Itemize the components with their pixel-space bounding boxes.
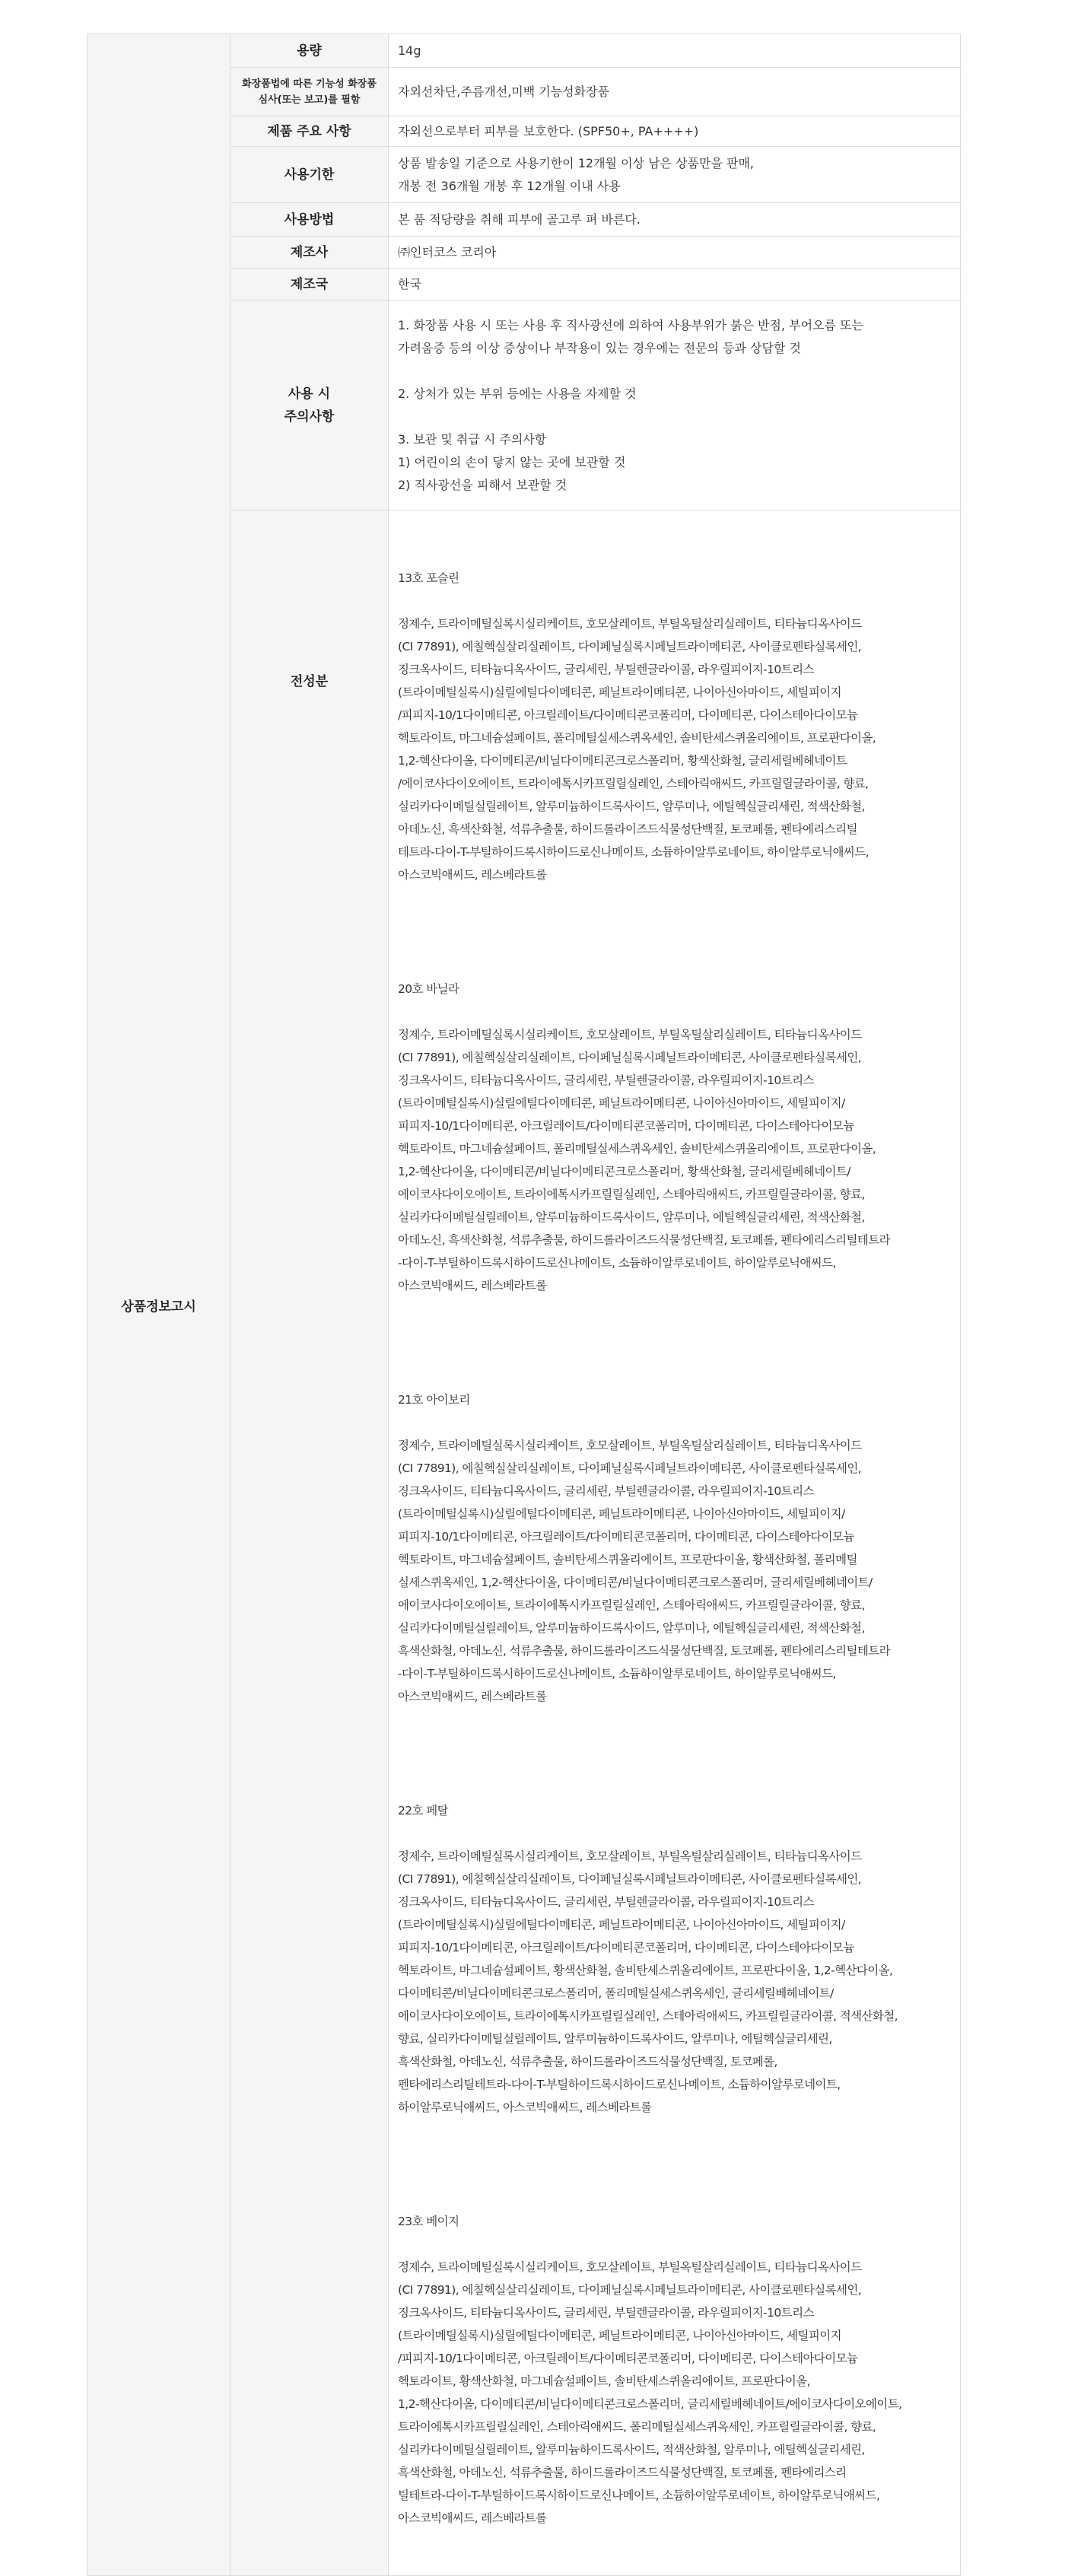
shade-name: 20호 바닐라 (398, 982, 459, 996)
row-label-functional-cosmetic: 화장품법에 따른 기능성 화장품 심사(또는 보고)를 필함 (230, 68, 389, 116)
row-label-manufacturer: 제조사 (230, 237, 389, 269)
shade-ingredients: 정제수, 트라이메틸실록시실리케이트, 호모살레이트, 부틸옥틸살리실레이트, 티타늄디옥사이드 (CI 77891), 에칠헥실살리실레이트, 다이페닐실록시페닐트라이메티콘, 사이클로펜타실록세인, 징크옥사이드, 티타늄디옥사이드, 글리세린, 부틸렌글라이콜, 라우릴피이지-10트리스 (트라이메틸실록시)실릴에틸다이메티콘, 페닐트라이메티콘, 나이아신아마이드, 세틸피이지/ 피피지-10/1다이메티콘, 아크릴레이트/다이메티콘코폴리머, 다이메티콘, 다이스테아다이모늄 헥토라이트, 마그네슘설페이트, 솔비탄세스퀴올리에이트, 프로판다이올, 황색산화철, 폴리메틸 실세스퀴옥세인, 1,2-헥산다이올, 다이메티콘/비닐다이메티콘크로스폴리머, 글리세릴베헤네이트/ 에이코사다이오에이트, 트라이에톡시카프릴릴실레인, 스테아릭애씨드, 카프릴릴글라이콜, 향료, 실리카다이메틸실릴레이트, 알루미늄하이드록사이드, 알루미나, 에틸헥실글리세린, 적색산화철, 흑색산화철, 아데노신, 석류추출물, 하이드롤라이즈드식물성단백질, 토코페롤, 펜타에리스리틸테트라 -다이-T-부틸하이드록시하이드로신나메이트, 소듐하이알루로네이트, 하이알루로닉애씨드, 아스코빅애씨드, 레스베라트롤 (398, 1439, 890, 1703)
shade-block-22 (398, 1776, 954, 2142)
row-value-usage: 본 품 적당량을 취해 피부에 골고루 펴 바른다. (389, 203, 961, 237)
shade-block-23 (398, 2187, 954, 2552)
ingredients-cell (389, 510, 961, 2576)
row-label-usage: 사용방법 (230, 203, 389, 237)
product-info-table (87, 33, 961, 2576)
row-label-country: 제조국 (230, 269, 389, 301)
shade-ingredients: 정제수, 트라이메틸실록시실리케이트, 호모살레이트, 부틸옥틸살리실레이트, 티타늄디옥사이드 (CI 77891), 에칠헥실살리실레이트, 다이페닐실록시페닐트라이메티콘, 사이클로펜타실록세인, 징크옥사이드, 티타늄디옥사이드, 글리세린, 부틸렌글라이콜, 라우릴피이지-10트리스 (트라이메틸실록시)실릴에틸다이메티콘, 페닐트라이메티콘, 나이아신아마이드, 세틸피이지/ 피피지-10/1다이메티콘, 아크릴레이트/다이메티콘코폴리머, 다이메티콘, 다이스테아다이모늄 헥토라이트, 마그네슘설페이트, 황색산화철, 솔비탄세스퀴올리에이트, 프로판다이올, 1,2-헥산다이올, 다이메티콘/비닐다이메티콘크로스폴리머, 폴리메틸실세스퀴옥세인, 글리세릴베헤네이트/ 에이코사다이오에이트, 트라이에톡시카프릴릴실레인, 스테아릭애씨드, 카프릴릴글라이콜, 적색산화철, 향료, 실리카다이메틸실릴레이트, 알루미늄하이드록사이드, 알루미나, 에틸헥실글리세린, 흑색산화철, 아데노신, 석류추출물, 하이드롤라이즈드식물성단백질, 토코페롤, 펜타에리스리틸테트라-다이-T-부틸하이드록시하이드로신나메이트, 소듐하이알루로네이트, 하이알루로닉애씨드, 아스코빅애씨드, 레스베라트롤 (398, 1849, 898, 2114)
table-row (87, 34, 961, 68)
shade-ingredients: 정제수, 트라이메틸실록시실리케이트, 호모살레이트, 부틸옥틸살리실레이트, 티타늄디옥사이드 (CI 77891), 에칠헥실살리실레이트, 다이페닐실록시페닐트라이메티콘, 사이클로펜타실록세인, 징크옥사이드, 티타늄디옥사이드, 글리세린, 부틸렌글라이콜, 라우릴피이지-10트리스 (트라이메틸실록시)실릴에틸다이메티콘, 페닐트라이메티콘, 나이아신아마이드, 세틸피이지 /피피지-10/1다이메티콘, 아크릴레이트/다이메티콘코폴리머, 다이메티콘, 다이스테아다이모늄 헥토라이트, 마그네슘설페이트, 폴리메틸실세스퀴옥세인, 솔비탄세스퀴올리에이트, 프로판다이올, 1,2-헥산다이올, 다이메티콘/비닐다이메티콘크로스폴리머, 황색산화철, 글리세릴베헤네이트 /에이코사다이오에이트, 트라이에톡시카프릴릴실레인, 스테아릭애씨드, 카프릴릴글라이콜, 향료, 실리카다이메틸실릴레이트, 알루미늄하이드록사이드, 알루미나, 에틸헥실글리세린, 적색산화철, 아데노신, 흑색산화철, 석류추출물, 하이드롤라이즈드식물성단백질, 토코페롤, 펜타에리스리틸 테트라-다이-T-부틸하이드록시하이드로신나메이트, 소듐하이알루로네이트, 하이알루로닉애씨드, 아스코빅애씨드, 레스베라트롤 (398, 617, 876, 882)
shade-name: 21호 아이보리 (398, 1393, 470, 1407)
shade-block-13 (398, 544, 954, 909)
shade-block-21 (398, 1366, 954, 1731)
row-label-main-info: 제품 주요 사항 (230, 116, 389, 147)
row-label-cautions: 사용 시 주의사항 (230, 301, 389, 510)
row-value-main-info: 자외선으로부터 피부를 보호한다. (SPF50+, PA++++) (389, 116, 961, 147)
shade-name: 23호 베이지 (398, 2215, 459, 2228)
shade-name: 13호 포슬린 (398, 571, 459, 585)
section-title: 상품정보고시 (87, 34, 230, 2576)
row-value-manufacturer: ㈜인터코스 코리아 (389, 237, 961, 269)
row-label-capacity: 용량 (230, 34, 389, 68)
row-value-functional-cosmetic: 자외선차단,주름개선,미백 기능성화장품 (389, 68, 961, 116)
row-label-expiry: 사용기한 (230, 147, 389, 203)
shade-name: 22호 페탈 (398, 1804, 448, 1818)
row-value-capacity: 14g (389, 34, 961, 68)
shade-ingredients: 정제수, 트라이메틸실록시실리케이트, 호모살레이트, 부틸옥틸살리실레이트, 티타늄디옥사이드 (CI 77891), 에칠헥실살리실레이트, 다이페닐실록시페닐트라이메티콘, 사이클로펜타실록세인, 징크옥사이드, 티타늄디옥사이드, 글리세린, 부틸렌글라이콜, 라우릴피이지-10트리스 (트라이메틸실록시)실릴에틸다이메티콘, 페닐트라이메티콘, 나이아신아마이드, 세틸피이지/ 피피지-10/1다이메티콘, 아크릴레이트/다이메티콘코폴리머, 다이메티콘, 다이스테아다이모늄 헥토라이트, 마그네슘설페이트, 폴리메틸실세스퀴옥세인, 솔비탄세스퀴올리에이트, 프로판다이올, 1,2-헥산다이올, 다이메티콘/비닐다이메티콘크로스폴리머, 황색산화철, 글리세릴베헤네이트/ 에이코사다이오에이트, 트라이에톡시카프릴릴실레인, 스테아릭애씨드, 카프릴릴글라이콜, 향료, 실리카다이메틸실릴레이트, 알루미늄하이드록사이드, 알루미나, 에틸헥실글리세린, 적색산화철, 아데노신, 흑색산화철, 석류추출물, 하이드롤라이즈드식물성단백질, 토코페롤, 펜타에리스리틸테트라 -다이-T-부틸하이드록시하이드로신나메이트, 소듐하이알루로네이트, 하이알루로닉애씨드, 아스코빅애씨드, 레스베라트롤 (398, 1028, 890, 1293)
shade-block-20 (398, 955, 954, 1320)
row-value-expiry: 상품 발송일 기준으로 사용기한이 12개월 이상 남은 상품만을 판매, 개봉 전 36개월 개봉 후 12개월 이내 사용 (389, 147, 961, 203)
row-value-country: 한국 (389, 269, 961, 301)
row-label-ingredients: 전성분 (230, 510, 389, 2576)
shade-ingredients: 정제수, 트라이메틸실록시실리케이트, 호모살레이트, 부틸옥틸살리실레이트, 티타늄디옥사이드 (CI 77891), 에칠헥실살리실레이트, 다이페닐실록시페닐트라이메티콘, 사이클로펜타실록세인, 징크옥사이드, 티타늄디옥사이드, 글리세린, 부틸렌글라이콜, 라우릴피이지-10트리스 (트라이메틸실록시)실릴에틸다이메티콘, 페닐트라이메티콘, 나이아신아마이드, 세틸피이지 /피피지-10/1다이메티콘, 아크릴레이트/다이메티콘코폴리머, 다이메티콘, 다이스테아다이모늄 헥토라이트, 황색산화철, 마그네슘설페이트, 솔비탄세스퀴올리에이트, 프로판다이올, 1,2-헥산다이올, 다이메티콘/비닐다이메티콘크로스폴리머, 글리세릴베헤네이트/에이코사다이오에이트, 트라이에톡시카프릴릴실레인, 스테아릭애씨드, 폴리메틸실세스퀴옥세인, 카프릴릴글라이콜, 향료, 실리카다이메틸실릴레이트, 알루미늄하이드록사이드, 적색산화철, 알루미나, 에틸헥실글리세린, 흑색산화철, 아데노신, 석류추출물, 하이드롤라이즈드식물성단백질, 토코페롤, 펜타에리스리 틸테트라-다이-T-부틸하이드록시하이드로신나메이트, 소듐하이알루로네이트, 하이알루로닉애씨드, 아스코빅애씨드, 레스베라트롤 (398, 2260, 902, 2525)
row-value-cautions: 1. 화장품 사용 시 또는 사용 후 직사광선에 의하여 사용부위가 붉은 반점, 부어오름 또는 가려움증 등의 이상 증상이나 부작용이 있는 경우에는 전문의 등과 상담할 것 2. 상처가 있는 부위 등에는 사용을 자제할 것 3. 보관 및 취급 시 주의사항 1) 어린이의 손이 닿지 않는 곳에 보관할 것 2) 직사광선을 피해서 보관할 것 (389, 301, 961, 510)
